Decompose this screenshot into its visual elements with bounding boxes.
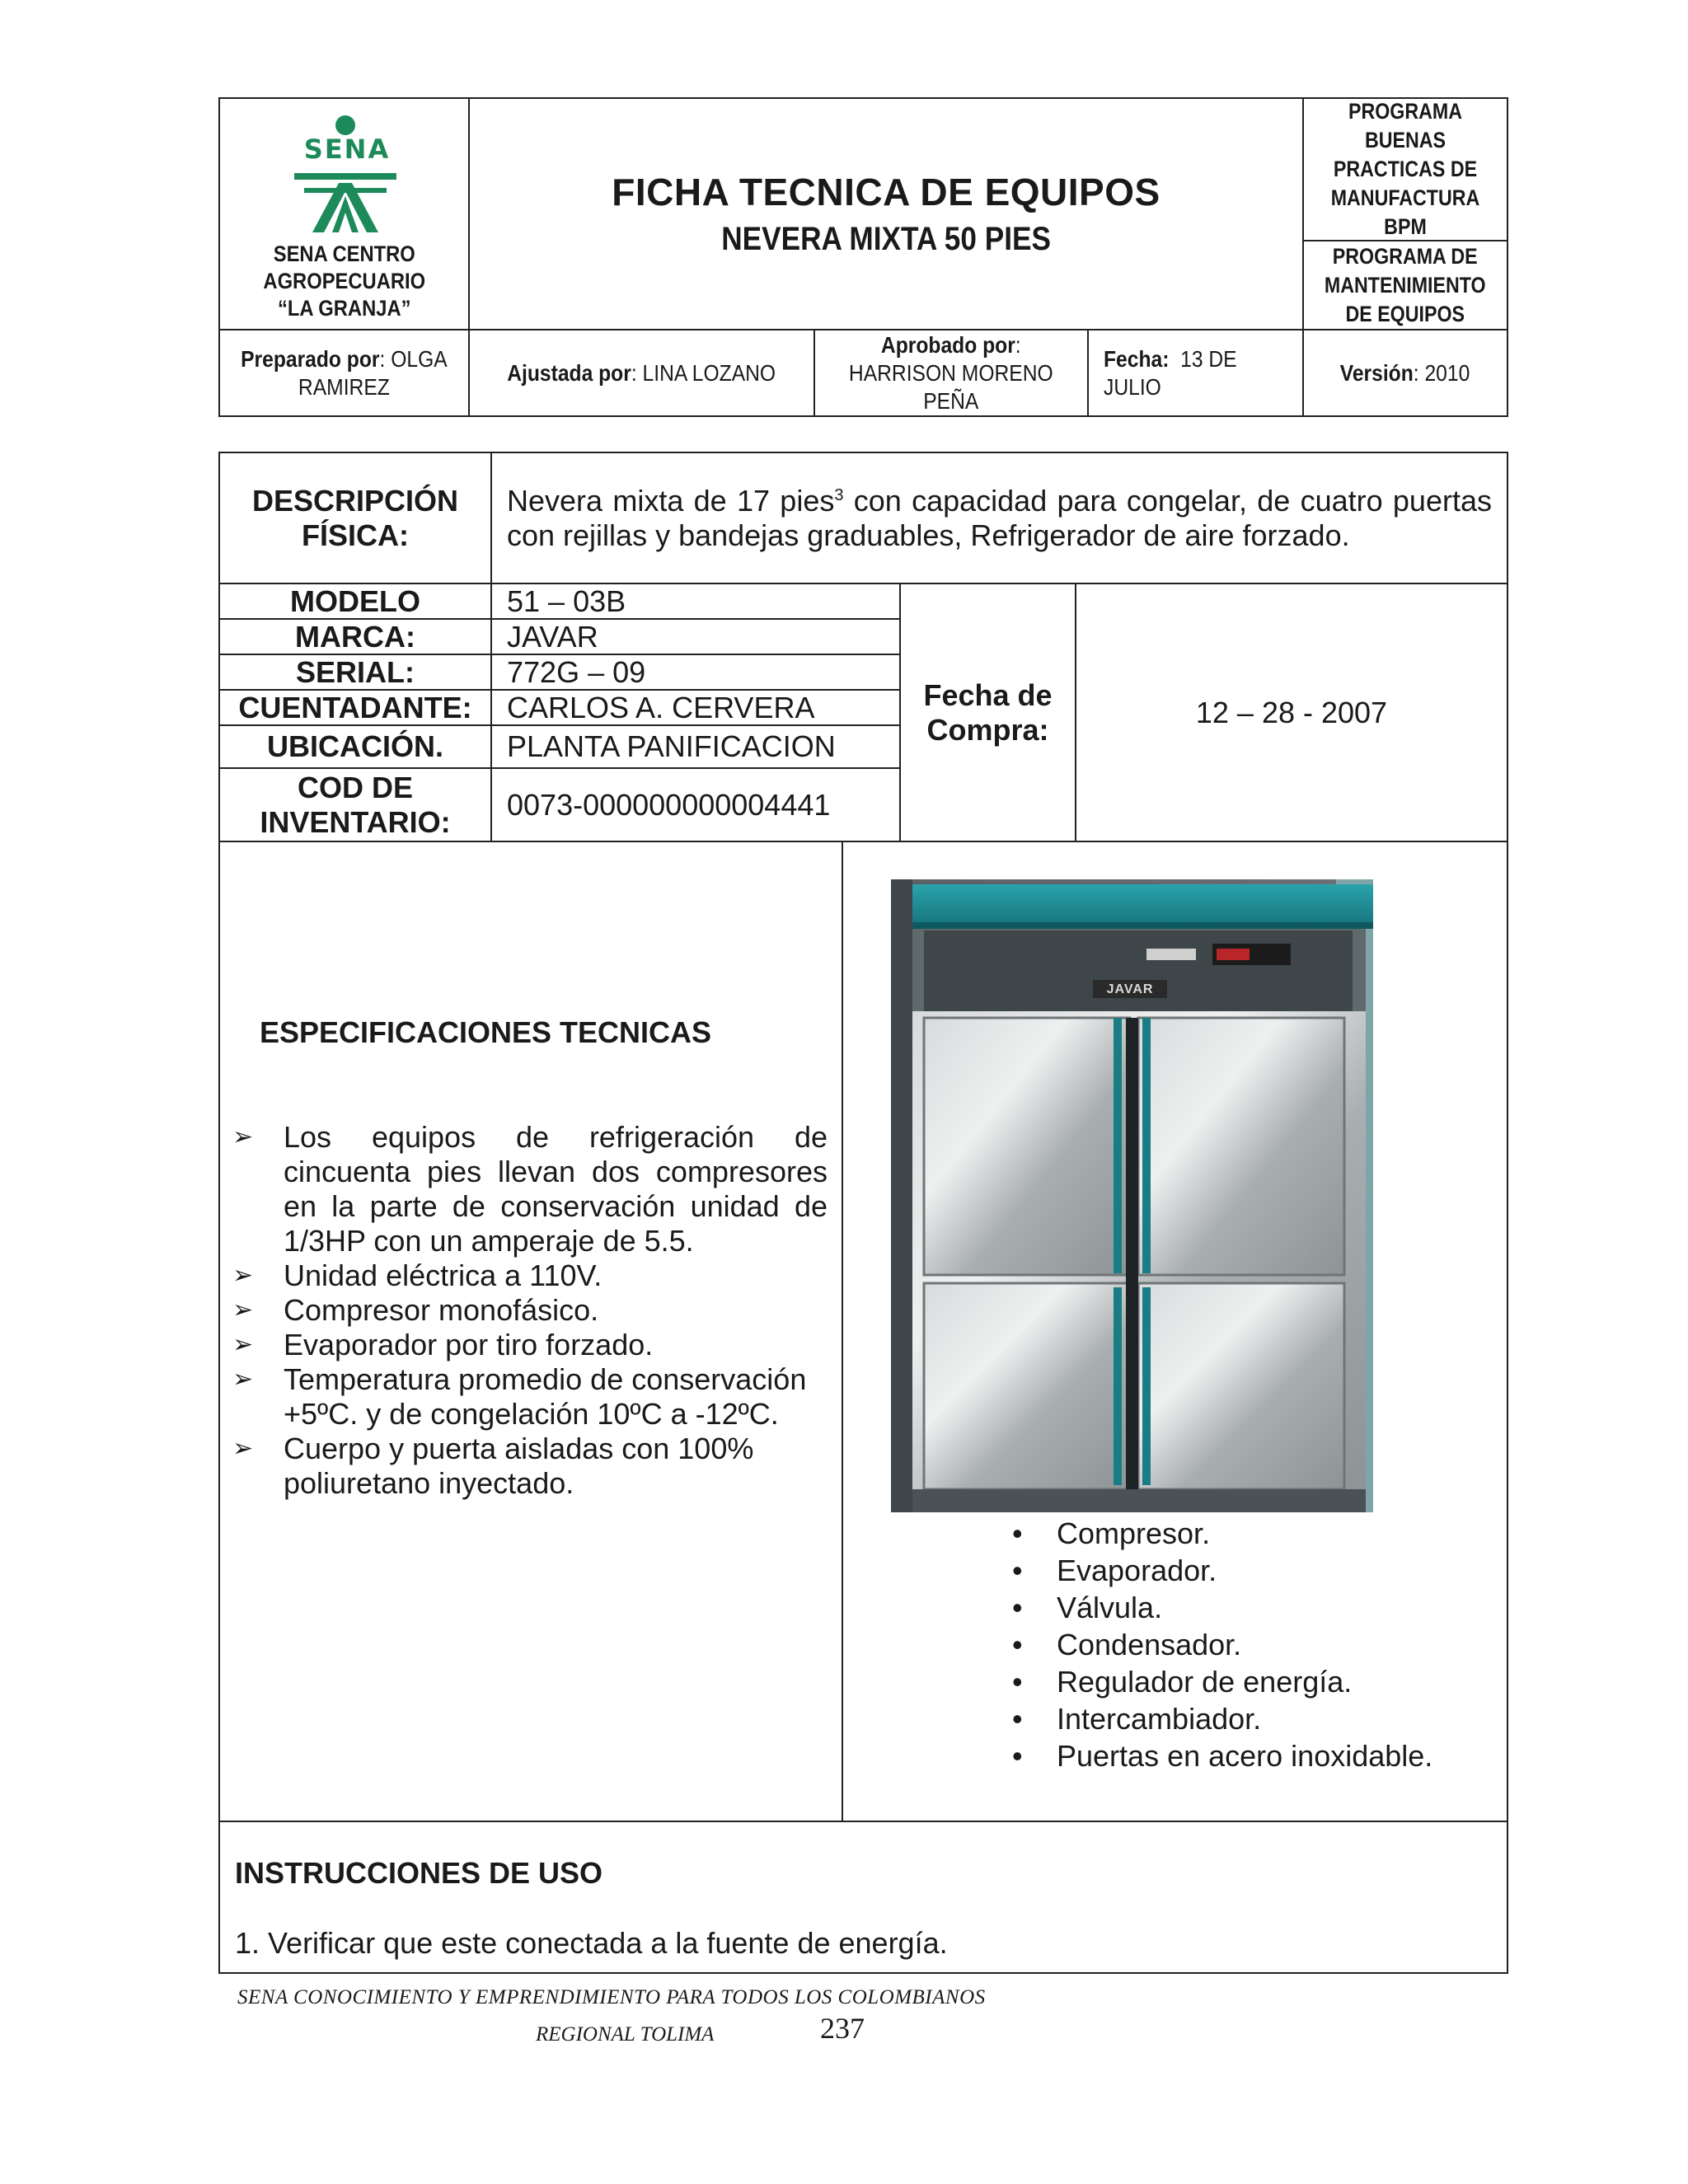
list-item: • Evaporador. bbox=[1012, 1554, 1217, 1587]
parts-list bbox=[1007, 1515, 1432, 1774]
field-value-model: 51 – 03B bbox=[490, 583, 901, 620]
description-text: Nevera mixta de 17 pies$^3$ con capacidad para congelar, de cuatro puertas con rejillas y bandejas graduables, Refrigerador de aire forzado. bbox=[507, 483, 1492, 552]
bullet-icon: • bbox=[1012, 1516, 1023, 1550]
org-line-2: AGROPECUARIO bbox=[263, 269, 425, 293]
adjusted-by-label: Ajustada por bbox=[507, 359, 632, 386]
approved-by-value-2: PEÑA bbox=[923, 387, 979, 414]
program-bpm-line: PROGRAMA bbox=[1348, 99, 1463, 124]
list-item: ➢ Unidad eléctrica a 110V. bbox=[232, 1258, 603, 1292]
list-item: • Regulador de energía. bbox=[1012, 1665, 1353, 1699]
program-bpm-line: PRACTICAS DE bbox=[1333, 157, 1478, 181]
arrow-bullet-icon: ➢ bbox=[232, 1331, 254, 1358]
bullet-icon: • bbox=[1012, 1628, 1023, 1661]
version-value: 2010 bbox=[1424, 359, 1470, 386]
list-item: • Condensador. bbox=[1012, 1628, 1242, 1661]
prepared-by-value-1: OLGA bbox=[391, 345, 448, 372]
prepared-by-label: Preparado por bbox=[241, 345, 380, 372]
program-maintenance-cell bbox=[1302, 240, 1508, 330]
list-item: ➢ Evaporador por tiro forzado. bbox=[232, 1328, 654, 1361]
list-item: ➢ Cuerpo y puerta aisladas con 100% poliuretano inyectado. bbox=[232, 1432, 754, 1500]
page-title: FICHA TECNICA DE EQUIPOS bbox=[612, 171, 1160, 213]
program-maint-line: DE EQUIPOS bbox=[1345, 301, 1465, 326]
field-label-serial: SERIAL: bbox=[218, 654, 492, 691]
list-item: ➢ Compresor monofásico. bbox=[232, 1293, 599, 1327]
field-value-custodian: CARLOS A. CERVERA bbox=[490, 689, 901, 726]
specs-list bbox=[232, 1120, 828, 1501]
list-item: ➢ Temperatura promedio de conservación +5ºC. y de congelación 10ºC a -12ºC. bbox=[232, 1362, 807, 1431]
field-value-inventory: 0073-000000000004441 bbox=[490, 767, 901, 842]
arrow-bullet-icon: ➢ bbox=[232, 1262, 254, 1289]
prepared-by-cell: Preparado por: OLGA RAMIREZ bbox=[218, 329, 470, 417]
page-number: 237 bbox=[820, 2012, 865, 2045]
arrow-bullet-icon: ➢ bbox=[232, 1296, 254, 1324]
prepared-by-value-2: RAMIREZ bbox=[298, 373, 390, 400]
approved-by-value-1: HARRISON MORENO bbox=[849, 359, 1053, 386]
description-text-cell bbox=[490, 452, 1508, 584]
adjusted-by-value: LINA LOZANO bbox=[642, 359, 776, 386]
footer-motto: SENA CONOCIMIENTO Y EMPRENDIMIENTO PARA TODOS LOS COLOMBIANOS bbox=[237, 1986, 986, 2008]
bullet-icon: • bbox=[1012, 1665, 1023, 1699]
list-item: • Compresor. bbox=[1012, 1516, 1211, 1550]
program-bpm-cell bbox=[1302, 97, 1508, 241]
refrigerator-photo bbox=[891, 879, 1373, 1512]
date-cell bbox=[1087, 329, 1304, 417]
arrow-bullet-icon: ➢ bbox=[232, 1435, 254, 1462]
program-maint-line: PROGRAMA DE bbox=[1333, 243, 1478, 269]
version-label: Versión bbox=[1340, 359, 1414, 386]
program-bpm-line: BPM bbox=[1384, 214, 1427, 239]
title-cell bbox=[468, 97, 1304, 330]
field-label-brand: MARCA: bbox=[218, 618, 492, 655]
purchase-date-value: 12 – 28 - 2007 bbox=[1075, 583, 1508, 842]
sena-logo-icon bbox=[279, 110, 411, 234]
field-label-location: UBICACIÓN. bbox=[218, 724, 492, 769]
logo-wordmark: SENA bbox=[303, 134, 391, 165]
bullet-icon: • bbox=[1012, 1702, 1023, 1736]
bullet-icon: • bbox=[1012, 1591, 1023, 1624]
footer-region: REGIONAL TOLIMA bbox=[536, 2023, 715, 2046]
list-item: • Válvula. bbox=[1012, 1591, 1163, 1624]
list-item: • Puertas en acero inoxidable. bbox=[1012, 1739, 1433, 1773]
logo-cell bbox=[218, 97, 470, 330]
field-value-serial: 772G – 09 bbox=[490, 654, 901, 691]
arrow-bullet-icon: ➢ bbox=[232, 1123, 254, 1151]
bullet-icon: • bbox=[1012, 1554, 1023, 1587]
org-line-3: “LA GRANJA” bbox=[277, 296, 411, 321]
description-label-2: FÍSICA: bbox=[302, 518, 409, 552]
field-value-brand: JAVAR bbox=[490, 618, 901, 655]
list-item: ➢ Los equipos de refrigeración de cincuenta pies llevan dos compresores en la parte de conservación unidad de 1/3HP con un amperaje de 5.5. bbox=[232, 1120, 828, 1258]
page-subtitle: NEVERA MIXTA 50 PIES bbox=[721, 221, 1051, 257]
program-bpm-line: MANUFACTURA bbox=[1330, 185, 1480, 210]
arrow-bullet-icon: ➢ bbox=[232, 1366, 254, 1393]
field-label-model: MODELO bbox=[218, 583, 492, 620]
purchase-date-label: Fecha de Compra: bbox=[899, 583, 1076, 842]
approved-by-label: Aprobado por bbox=[881, 331, 1016, 358]
field-value-location: PLANTA PANIFICACION bbox=[490, 724, 901, 769]
date-value-1: 13 DE bbox=[1180, 345, 1237, 372]
adjusted-by-cell: Ajustada por: LINA LOZANO bbox=[468, 329, 815, 417]
org-line-1: SENA CENTRO bbox=[273, 241, 415, 266]
field-label-inventory: COD DE INVENTARIO: bbox=[218, 767, 492, 842]
program-bpm-line: BUENAS bbox=[1364, 128, 1447, 152]
specs-title: ESPECIFICACIONES TECNICAS bbox=[259, 1015, 712, 1049]
field-label-custodian: CUENTADANTE: bbox=[218, 689, 492, 726]
program-maint-line: MANTENIMIENTO bbox=[1325, 272, 1486, 298]
date-value-2: JULIO bbox=[1104, 373, 1161, 400]
instructions-title: INSTRUCCIONES DE USO bbox=[235, 1856, 603, 1890]
instruction-item: 1. Verificar que este conectada a la fuente de energía. bbox=[235, 1926, 948, 1960]
list-item: • Intercambiador. bbox=[1012, 1702, 1262, 1736]
date-label: Fecha: bbox=[1104, 345, 1170, 372]
bullet-icon: • bbox=[1012, 1739, 1023, 1773]
description-label-cell bbox=[218, 452, 492, 584]
version-cell: Versión: 2010 bbox=[1302, 329, 1508, 417]
fridge-brand-plate: JAVAR bbox=[1106, 982, 1154, 996]
description-label-1: DESCRIPCIÓN bbox=[251, 483, 459, 518]
approved-by-cell: Aprobado por: HARRISON MORENO PEÑA bbox=[814, 329, 1089, 417]
